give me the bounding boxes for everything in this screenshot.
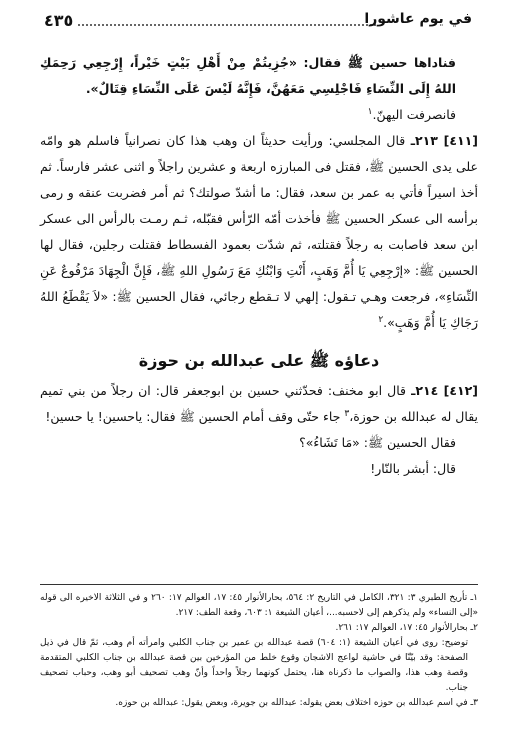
paragraph-2-text: فانصرفت اليهنّ. [372, 107, 456, 122]
hadith-number-412: [٤١٢] ٢١٤ـ [411, 383, 478, 398]
running-title: في يوم عاشورا [364, 11, 472, 27]
paragraph-412-text-a: قال ابو مخنف: فحدّثني حسين بن ابوجعفر قال: ان رجلاً من بني تميم يقال له عبدالله بن حوزة، [40, 383, 478, 424]
paragraph-2 [40, 102, 478, 128]
paragraph-quote-1: فناداها حسين ﷺ فقال: «جُزِيتُمْ مِنْ أَهْلِ بَيْتٍ خَيْراً، إِرْجِعِي رَحِمَكِ اللهُ إِلَى النِّسَاءِ فَاجْلِسِي مَعَهُنَّ، فَإِنَّهُ لَيْسَ عَلَى النِّسَاءِ قِتَالٌ». [40, 55, 456, 96]
footnote-2: ٢ـ بحارالأنوار ٤٥: ١٧، العوالم ١٧: ٢٦١. [335, 623, 478, 633]
header-dotted-rule [78, 24, 376, 26]
footnote-3: ٣ـ في اسم عبدالله بن حوزه اختلاف بعض يقوله: عبدالله بن جويرة، وبعض يقول: عبدالله بن حوزه. [115, 698, 478, 708]
footnote-ref-2[interactable]: ٢ [378, 314, 384, 325]
footnote-ref-1[interactable]: ١ [367, 106, 373, 117]
footnote-ref-3[interactable]: ٣ [344, 408, 350, 419]
paragraph-hussain-reply: فقال الحسين ﷺ: «مَا تَشَاءُ»؟ [299, 435, 456, 450]
footnote-1: ١ـ تأريخ الطبري ٣: ٣٢١، الكامل في التاريخ ٢: ٥٦٤، بحارالأنوار ٤٥: ١٧، العوالم ١٧: ٢٦٠ و في الثلاثة الاخيره الى قوله «إلى النساء» ولم يذكرهم إلى لاحسبه...، أعيان الشيعة ١: ٦٠٣، وقعة الطف: ٢١٧. [40, 593, 478, 618]
paragraph-final: قال: أبشر بالنّار! [370, 461, 456, 476]
paragraph-412 [40, 378, 478, 430]
page-header [44, 8, 472, 34]
paragraph-412-text-b: جاء حتّى وقف أمام الحسين ﷺ فقال: ياحسين! يا حسين! [45, 409, 341, 424]
paragraph-411 [40, 128, 478, 336]
hadith-number-411: [٤١١] ٢١٣ـ [410, 133, 478, 148]
paragraph-411-text: قال المجلسي: ورأيت حديثاً ان وهب هذا كان نصرانياً فاسلم هو وامّه على يدى الحسين ﷺ، فقتل فى المبارزه اربعة و عشرين راجلاً و اثنى عشر فارساً. ثم أخذ اسيراً فأتي به عمر بن سعد، فقال: ما أشدّ صولتك؟ ثم أمر فضربت عنقه و رمى برأسه الى عسكر الحسين ﷺ فأخذت أمّه الرّأس فقبّله، ثـم رمـت بالرأس الى عسكر ابن سعد فاصابت به رجلاً فقتلته، ثم شدّت بعمود الفسطاط فقتلت رجلين، فقال لها الحسين ﷺ: «إرْجِعِي يَا أُمَّ وَهَبٍ، أَنْتِ وَابْنُكِ مَعَ رَسُولِ اللهِ ﷺ، فَإِنَّ الْجِهَادَ مَرْفُوعٌ عَنِ النِّسَاءِ»، فرجعت وهـي تـقول: إلهي لا تـقطع رجائي، فقال الحسين ﷺ: «لاَ يَقْطَعُ اللهُ رَجَاكِ يَا أُمَّ وَهَبٍ». [40, 133, 478, 330]
main-text [40, 50, 478, 482]
page-number: ٤٣٥ [44, 11, 74, 30]
section-heading: دعاؤه ﷺ على عبدالله بن حوزة [138, 351, 380, 370]
footnote-2-note: توضيح: روى في أعيان الشيعة (١: ٦٠٤) قصة عبدالله بن عمير بن جناب الكلبي وامرأته أم وهب، ثمّ قال في ذيل الصفحة: وقد بيّنّا في حاشية لواعج الاشجان وقوع خلط من المؤرخين بين قصة عبدالله بن جناب الكلبي المتقدمة وقصة وهب هذا، والصواب ما ذكرناه هنا، يحتمل كونهما رجلاً واحداً وأنّ وهب تصحيف أبو وهب، وحباب تصحيف جناب. [40, 638, 468, 693]
footnotes [40, 584, 478, 711]
